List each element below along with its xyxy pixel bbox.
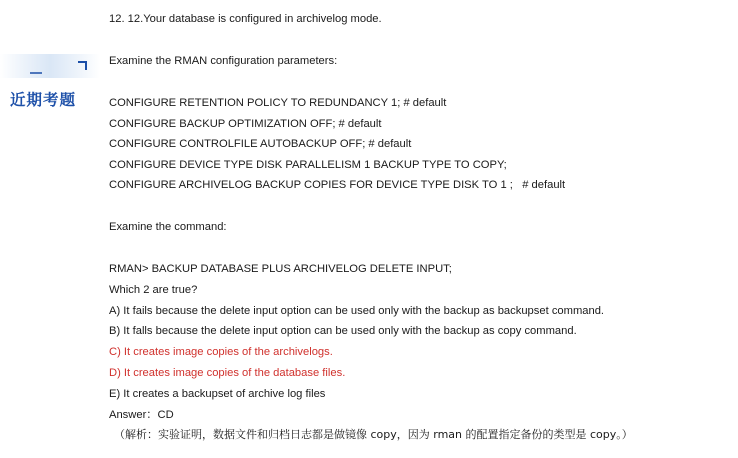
rman-command: RMAN> BACKUP DATABASE PLUS ARCHIVELOG DELETE INPUT; bbox=[109, 263, 452, 275]
logo-decoration bbox=[0, 48, 100, 84]
config-line: CONFIGURE BACKUP OPTIMIZATION OFF; # default bbox=[109, 118, 382, 130]
option-b: B) It falls because the delete input option can be used only with the backup as copy command. bbox=[109, 325, 577, 337]
stamp-label: 近期考题 bbox=[10, 90, 77, 109]
config-line: CONFIGURE RETENTION POLICY TO REDUNDANCY 1; # default bbox=[109, 97, 447, 109]
config-line: CONFIGURE DEVICE TYPE DISK PARALLELISM 1 BACKUP TYPE TO COPY; bbox=[109, 159, 507, 171]
option-a: A) It fails because the delete input option can be used only with the backup as backupset command. bbox=[109, 305, 605, 317]
config-line: CONFIGURE ARCHIVELOG BACKUP COPIES FOR DEVICE TYPE DISK TO 1 ; # default bbox=[109, 179, 566, 191]
config-line: CONFIGURE CONTROLFILE AUTOBACKUP OFF; # default bbox=[109, 138, 412, 150]
answer: Answer：CD bbox=[109, 409, 174, 421]
option-c: C) It creates image copies of the archivelogs. bbox=[109, 346, 333, 358]
question-prompt: Which 2 are true? bbox=[109, 284, 198, 296]
examine-config-label: Examine the RMAN configuration parameters: bbox=[109, 55, 338, 67]
examine-command-label: Examine the command: bbox=[109, 221, 227, 233]
explanation: （解析：实验证明，数据文件和归档日志都是做镜像 copy，因为 rman 的配置指定备份的类型是 copy。） bbox=[114, 428, 633, 441]
option-e: E) It creates a backupset of archive log files bbox=[109, 388, 326, 400]
question-title: 12. 12.Your database is configured in archivelog mode. bbox=[109, 13, 382, 25]
option-d: D) It creates image copies of the database files. bbox=[109, 367, 346, 379]
